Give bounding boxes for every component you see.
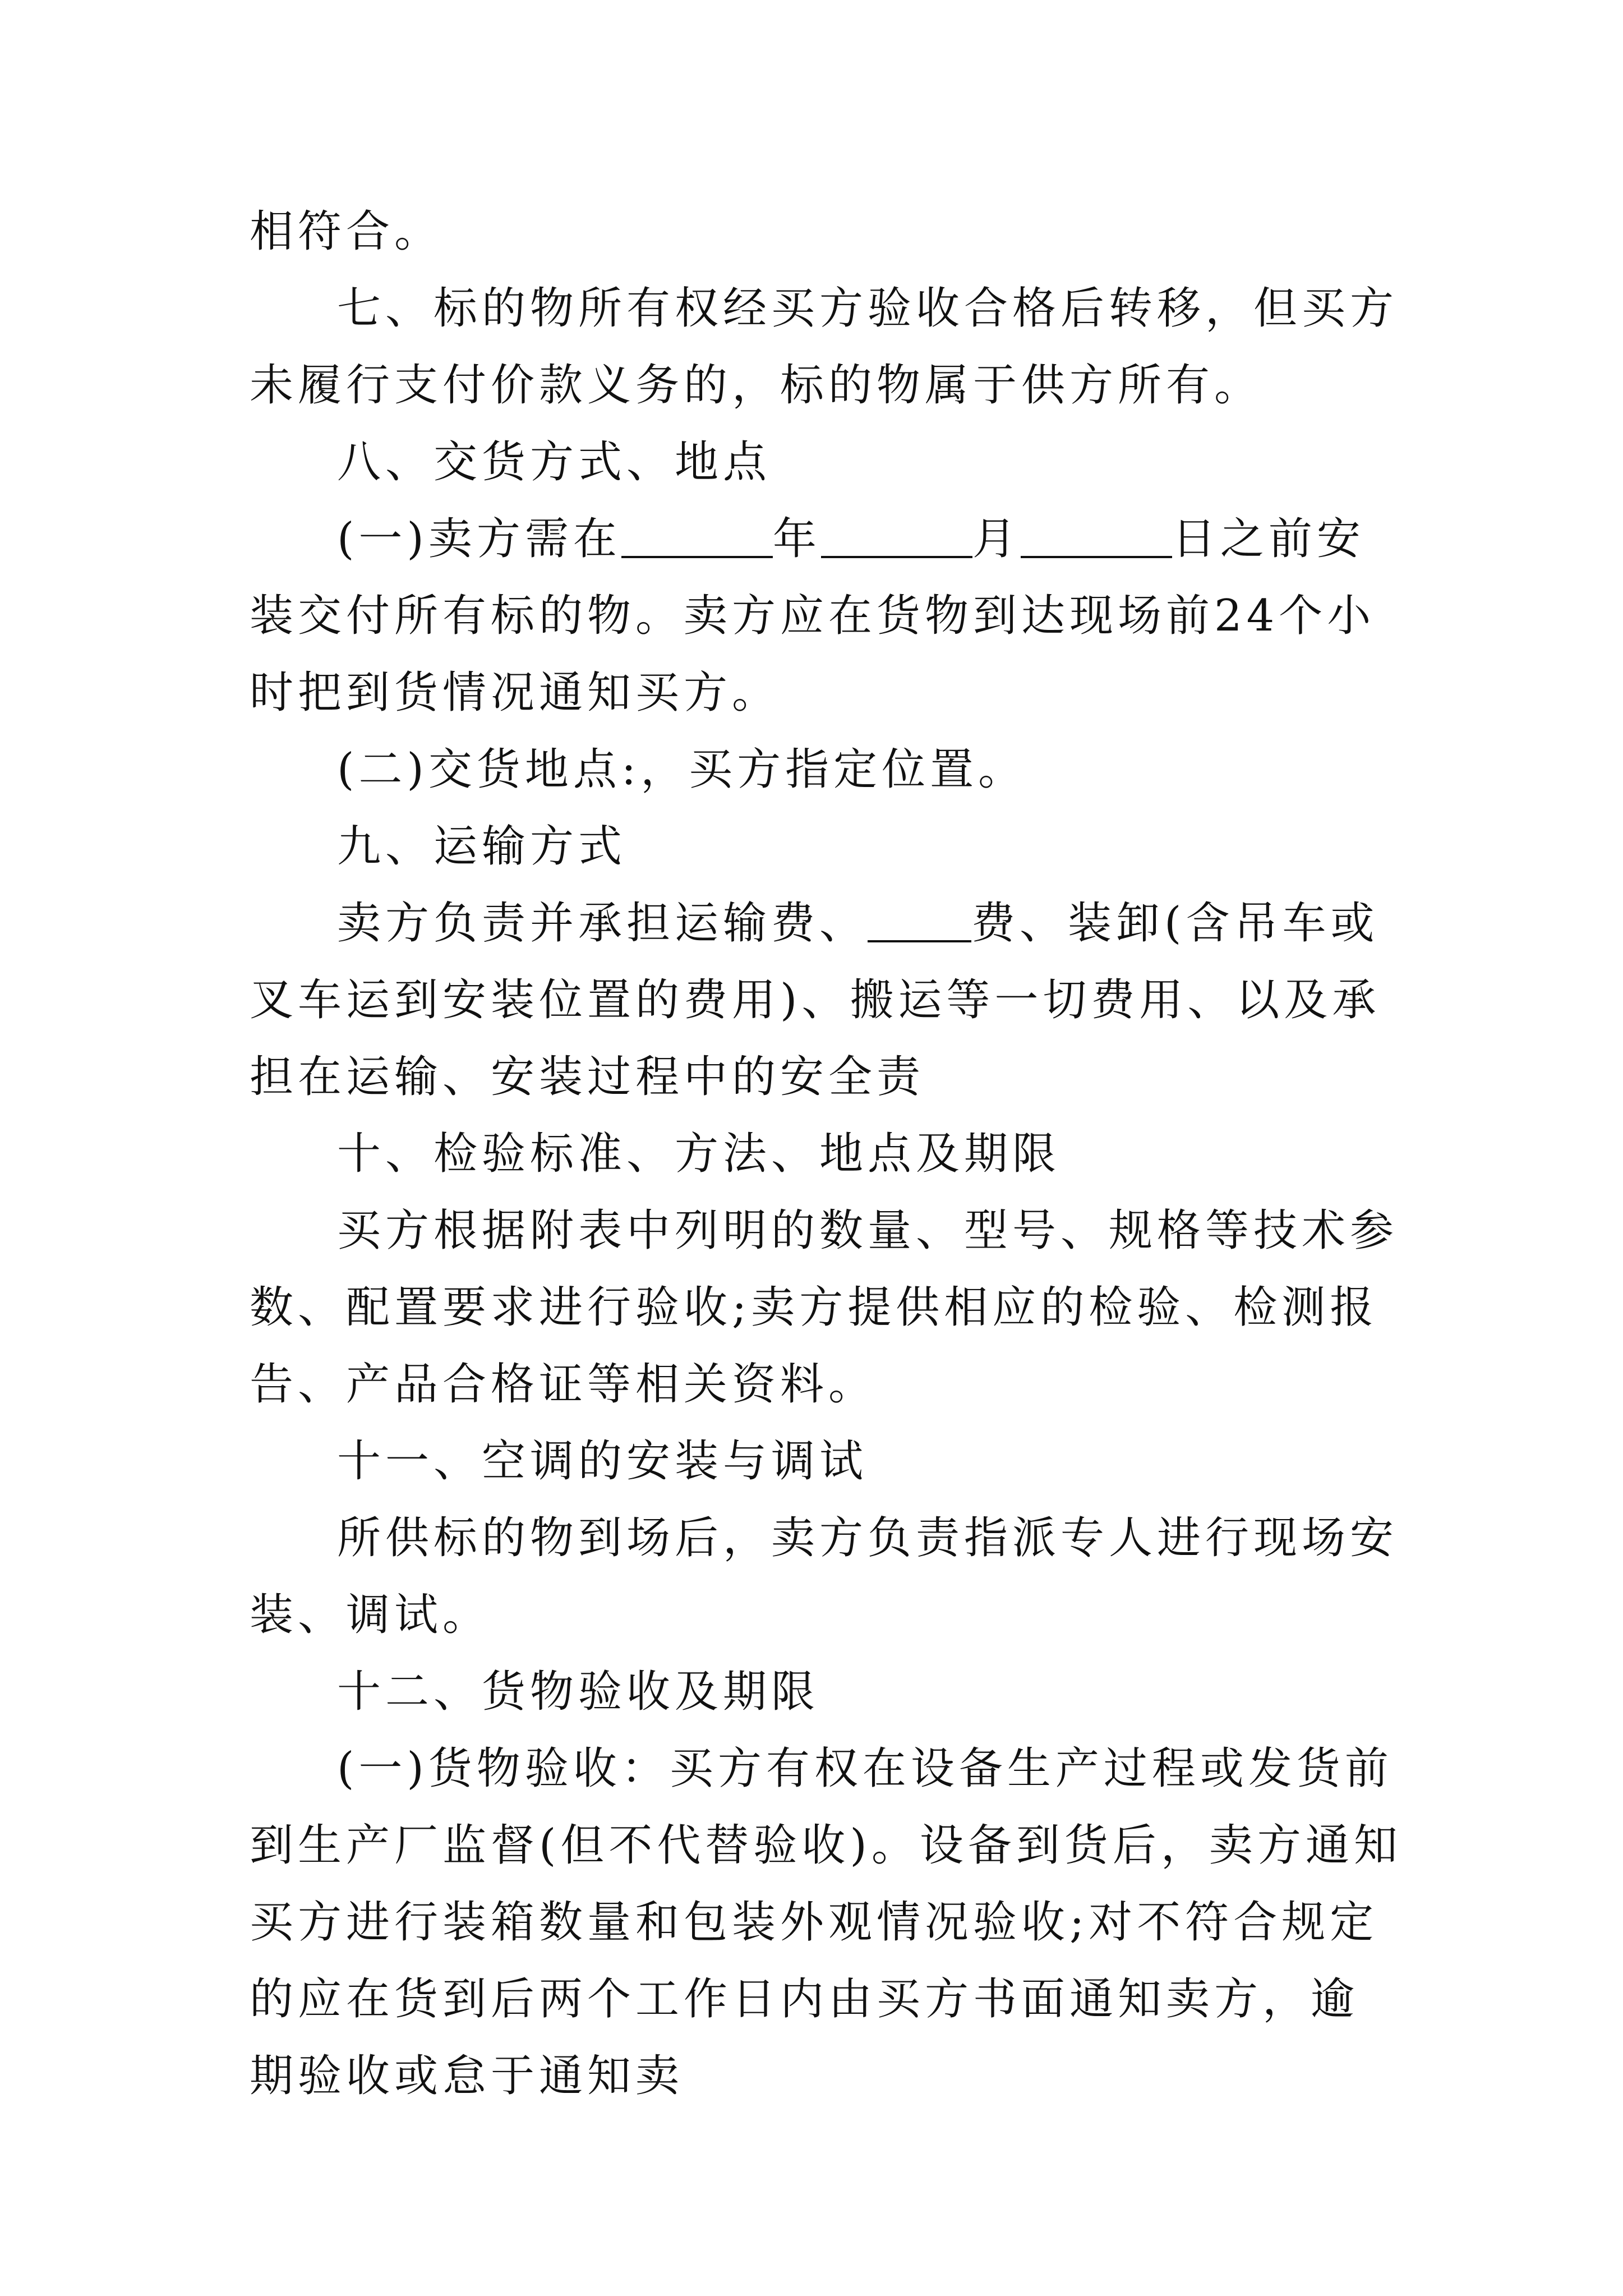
clause-8-1-part-3: 月 [972, 514, 1021, 564]
clause-7: 七、标的物所有权经买方验收合格后转移，但买方未履行支付价款义务的，标的物属于供方所有。 [250, 283, 1399, 411]
clause-9-part-2: 费、装卸(含吊车或叉车运到安装位置的费用)、搬运等一切费用、以及承担在运输、安装过程中的安全责 [250, 898, 1381, 1102]
heading-clause-9: 九、运输方式 [337, 821, 627, 872]
clause-8-1-part-4: 日之前安装交付所有标的物。卖方应在货物到达现场前24个小时把到货情况通知买方。 [250, 514, 1376, 718]
clause-8-1-part-1: (一)卖方需在 [337, 514, 621, 564]
clause-8-2: (二)交货地点:，买方指定位置。 [337, 744, 1027, 795]
fee-blank [868, 901, 971, 942]
year-blank [621, 517, 773, 558]
clause-8-1-part-2: 年 [772, 514, 821, 564]
month-blank [821, 517, 972, 558]
contract-body [250, 194, 1405, 2115]
clause-8-1 [250, 501, 1405, 731]
clause-9-part-1: 卖方负责并承担运输费、 [337, 898, 868, 949]
heading-clause-10: 十、检验标准、方法、地点及期限 [337, 1129, 1061, 1179]
clause-9-body [250, 885, 1405, 1116]
heading-clause-12: 十二、货物验收及期限 [337, 1667, 820, 1717]
heading-clause-8: 八、交货方式、地点 [337, 437, 772, 487]
clause-12-1: (一)货物验收：买方有权在设备生产过程或发货前到生产厂监督(但不代替验收)。设备到货后，卖方通知买方进行装箱数量和包装外观情况验收;对不符合规定的应在货到后两个工作日内由买方书面通知卖方，逾期验收或怠于通知卖 [250, 1743, 1402, 2101]
clause-11-body: 所供标的物到场后，卖方负责指派专人进行现场安装、调试。 [250, 1513, 1399, 1640]
heading-clause-11: 十一、空调的安装与调试 [337, 1436, 868, 1487]
day-blank [1021, 517, 1172, 558]
clause-10-body: 买方根据附表中列明的数量、型号、规格等技术参数、配置要求进行验收;卖方提供相应的检验、检测报告、产品合格证等相关资料。 [250, 1205, 1399, 1410]
paragraph-continuation: 相符合。 [250, 206, 443, 257]
